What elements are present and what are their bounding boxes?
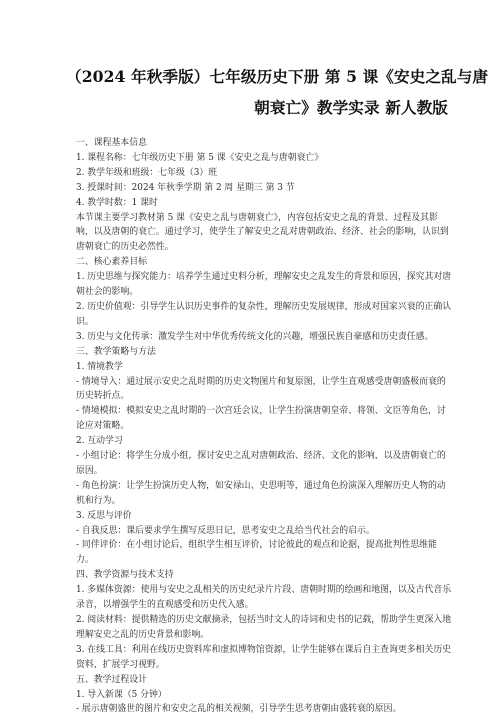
paragraph: 1. 多媒体资源：使用与安史之乱相关的历史纪录片片段、唐朝时期的绘画和地图，以及古代音乐录音，以增强学生的直观感受和历史代入感。 — [76, 585, 452, 611]
paragraph: 2. 阅读材料：提供精选的历史文献摘录，包括当时文人的诗词和史书的记载，帮助学生更深入地理解安史之乱的历史背景和影响。 — [76, 615, 452, 640]
paragraph: 3. 反思与评价 — [76, 510, 132, 521]
paragraph: 4. 教学时数：1 课时 — [76, 197, 158, 208]
paragraph: 2. 互动学习 — [76, 436, 123, 447]
paragraph: 二、核心素养目标 — [76, 257, 147, 268]
paragraph: - 情境模拟：模拟安史之乱时期的一次宫廷会议，让学生扮演唐朝皇帝、将领、文臣等角色，讨论应对策略。 — [76, 406, 446, 432]
document-body — [0, 136, 500, 717]
paragraph: 四、教学资源与技术支持 — [76, 570, 174, 581]
paragraph: 1. 情境教学 — [76, 361, 123, 372]
paragraph: 一、课程基本信息 — [76, 138, 147, 148]
paragraph: - 小组讨论：将学生分成小组，探讨安史之乱对唐朝政治、经济、文化的影响，以及唐朝衰亡的原因。 — [76, 451, 446, 476]
paragraph: 3. 授课时间：2024 年秋季学期 第 2 周 星期三 第 3 节 — [76, 182, 295, 193]
title-line-2: 朝衰亡》教学实录 新人教版 — [254, 98, 448, 117]
paragraph: - 角色扮演：让学生扮演历史人物，如安禄山、史思明等，通过角色扮演深入理解历史人物的动机和行为。 — [76, 480, 446, 506]
paragraph: 3. 在线工具：利用在线历史资料库和虚拟博物馆资源，让学生能够在课后自主查询更多相关历史资料，扩展学习视野。 — [76, 644, 452, 670]
paragraph: 1. 课程名称：七年级历史下册 第 5 课《安史之乱与唐朝衰亡》 — [76, 152, 324, 163]
paragraph: 2. 历史价值观：引导学生认识历史事件的复杂性，理解历史发展规律，形成对国家兴衰的正确认识。 — [76, 301, 452, 327]
paragraph: 1. 导入新课（5 分钟） — [76, 689, 167, 700]
paragraph: 2. 教学年级和班级：七年级（3）班 — [76, 167, 218, 178]
paragraph: 1. 历史思维与探究能力：培养学生通过史料分析，理解安史之乱发生的背景和原因，探究其对唐朝社会的影响。 — [76, 272, 452, 298]
document-title — [66, 62, 489, 122]
paragraph: 3. 历史与文化传承：激发学生对中华优秀传统文化的兴趣，增强民族自豪感和历史责任感。 — [76, 331, 434, 342]
paragraph: - 展示唐朝盛世的图片和安史之乱的相关视频，引导学生思考唐朝由盛转衰的原因。 — [76, 704, 402, 715]
paragraph: 三、教学策略与方法 — [76, 346, 156, 357]
paragraph: 本节课主要学习教材第 5 课《安史之乱与唐朝衰亡》，内容包括安史之乱的背景、过程及其影响，以及唐朝的衰亡。通过学习，使学生了解安史之乱对唐朝政治、经济、社会的影响，认识到唐朝衰亡的历史必然性。 — [76, 212, 449, 253]
paragraph: 五、教学过程设计 — [76, 674, 147, 685]
paragraph: - 自我反思：课后要求学生撰写反思日记，思考安史之乱给当代社会的启示。 — [76, 525, 375, 536]
paragraph: - 同伴评价：在小组讨论后，组织学生相互评价，讨论彼此的观点和论据，提高批判性思维能力。 — [76, 540, 437, 566]
paragraph: - 情境导入：通过展示安史之乱时期的历史文物图片和复原图，让学生直观感受唐朝盛极而衰的历史转折点。 — [76, 376, 446, 402]
title-line-1: （2024 年秋季版）七年级历史下册 第 5 课《安史之乱与唐 — [66, 67, 489, 86]
